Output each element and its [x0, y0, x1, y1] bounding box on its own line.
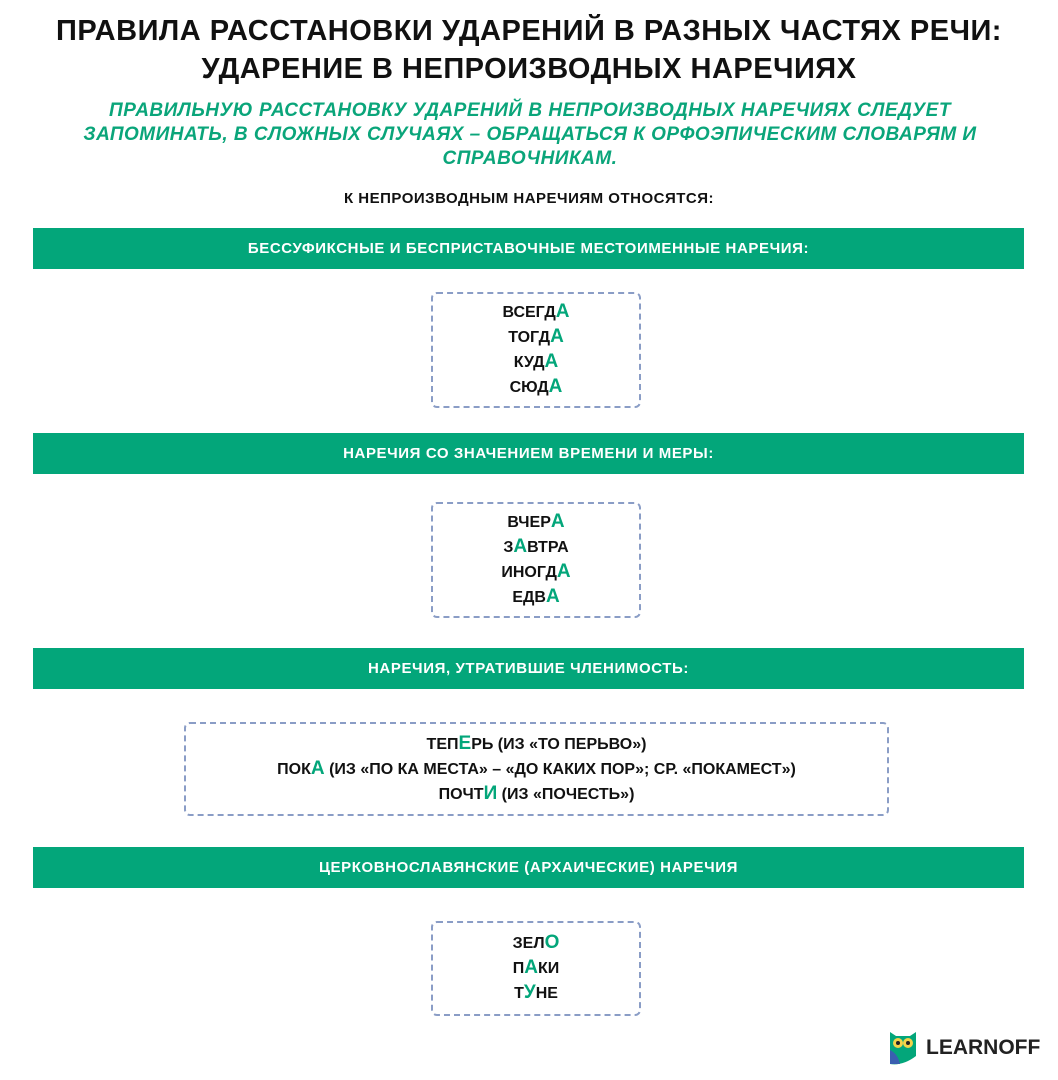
word-item: [503, 300, 570, 325]
word-part: НЕ: [535, 985, 558, 1002]
word-part: ЗЕЛ: [512, 935, 545, 952]
stressed-letter: А: [550, 326, 564, 347]
word-item: [427, 732, 647, 757]
title-line: УДАРЕНИЕ В НЕПРОИЗВОДНЫХ НАРЕЧИЯХ: [201, 53, 857, 85]
word-part: ВТРА: [527, 539, 569, 556]
word-box: [184, 722, 889, 816]
stressed-letter: А: [544, 351, 559, 372]
page-title: [0, 12, 1058, 88]
word-part: ТОГД: [508, 329, 551, 346]
word-part: (ИЗ «ПО КА МЕСТА» – «ДО КАКИХ ПОР»; СР. «ПОКАМЕСТ»): [324, 760, 796, 778]
word-part: ЕДВ: [512, 589, 546, 606]
stressed-letter: А: [545, 586, 560, 607]
word-item: [514, 350, 558, 375]
section-heading: НАРЕЧИЯ, УТРАТИВШИЕ ЧЛЕНИМОСТЬ:: [33, 648, 1024, 689]
stressed-letter: А: [548, 376, 563, 397]
learnoff-logo: [888, 1030, 1040, 1066]
subtitle-line: ЗАПОМИНАТЬ, В СЛОЖНЫХ СЛУЧАЯХ – ОБРАЩАТЬСЯ К ОРФОЭПИЧЕСКИМ СЛОВАРЯМ И: [83, 124, 977, 145]
stressed-letter: У: [523, 982, 536, 1003]
word-box: [431, 921, 641, 1016]
stressed-letter: И: [483, 782, 498, 804]
section-heading: ЦЕРКОВНОСЛАВЯНСКИЕ (АРХАИЧЕСКИЕ) НАРЕЧИЯ: [33, 847, 1024, 888]
word-item: [439, 782, 635, 807]
subtitle: [30, 99, 1030, 171]
word-item: [501, 560, 570, 585]
word-part: ПОК: [277, 760, 311, 778]
word-part: КИ: [537, 960, 560, 977]
intro-text: К НЕПРОИЗВОДНЫМ НАРЕЧИЯМ ОТНОСЯТСЯ:: [343, 190, 715, 207]
logo-text: LEARNOFF: [926, 1036, 1041, 1059]
stressed-letter: А: [550, 511, 565, 532]
word-part: ВСЕГД: [502, 304, 556, 321]
word-part: ПОЧТ: [438, 785, 484, 803]
word-item: [514, 981, 558, 1006]
owl-icon: [888, 1030, 918, 1066]
word-box: [431, 292, 641, 408]
section-heading: НАРЕЧИЯ СО ЗНАЧЕНИЕМ ВРЕМЕНИ И МЕРЫ:: [33, 433, 1024, 474]
stressed-letter: А: [555, 301, 570, 322]
subtitle-line: ПРАВИЛЬНУЮ РАССТАНОВКУ УДАРЕНИЙ В НЕПРОИЗВОДНЫХ НАРЕЧИЯХ СЛЕДУЕТ: [109, 100, 951, 121]
word-item: [277, 757, 796, 782]
section-heading: БЕССУФИКСНЫЕ И БЕСПРИСТАВОЧНЫЕ МЕСТОИМЕННЫЕ НАРЕЧИЯ:: [33, 228, 1024, 269]
word-box: [431, 502, 641, 618]
word-item: [510, 375, 563, 400]
word-part: ИНОГД: [501, 564, 557, 581]
stressed-letter: А: [524, 957, 538, 978]
word-item: [507, 510, 564, 535]
word-part: З: [503, 539, 514, 556]
word-part: ТЕП: [426, 735, 459, 753]
word-part: (ИЗ «ПОЧЕСТЬ»): [497, 785, 635, 803]
title-line: ПРАВИЛА РАССТАНОВКИ УДАРЕНИЙ В РАЗНЫХ ЧАСТЯХ РЕЧИ:: [56, 15, 1002, 47]
word-part: КУД: [513, 354, 545, 371]
word-part: ВЧЕР: [507, 514, 551, 531]
word-item: [503, 535, 568, 560]
word-item: [513, 931, 560, 956]
word-part: СЮД: [509, 379, 549, 396]
stressed-letter: А: [556, 561, 571, 582]
word-item: [513, 956, 560, 981]
subtitle-line: СПРАВОЧНИКАМ.: [442, 148, 618, 169]
word-part: П: [512, 960, 525, 977]
word-item: [512, 585, 559, 610]
stressed-letter: О: [544, 932, 560, 953]
word-item: [508, 325, 564, 350]
stressed-letter: А: [513, 536, 528, 557]
stressed-letter: Е: [458, 732, 472, 754]
word-part: Т: [514, 985, 524, 1002]
word-part: РЬ (ИЗ «ТО ПЕРЬВО»): [471, 735, 647, 753]
stressed-letter: А: [310, 757, 325, 779]
